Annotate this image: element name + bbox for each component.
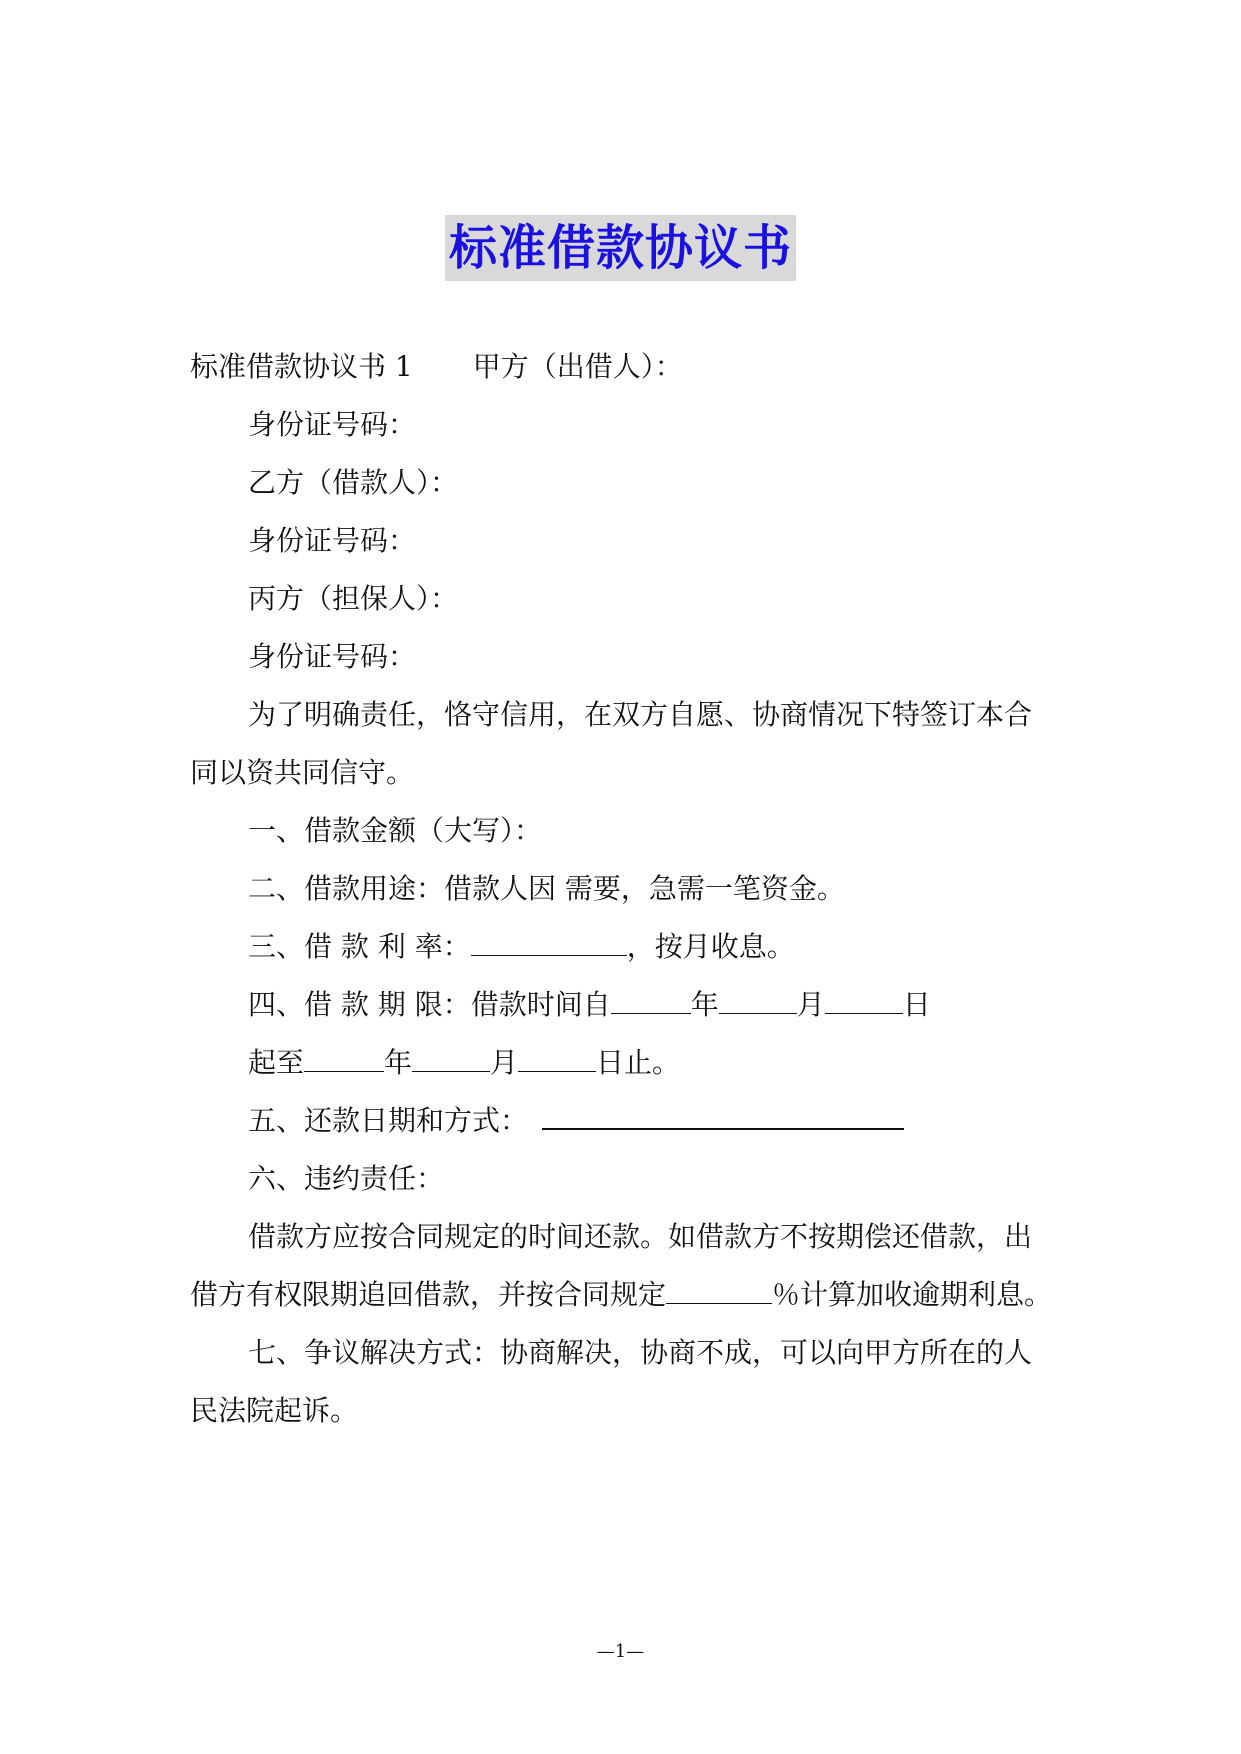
intro-line-1: 为了明确责任，恪守信用，在双方自愿、协商情况下特签订本合 <box>248 698 1033 731</box>
end-day-label: 日止。 <box>596 1046 681 1079</box>
clause-7-line-1: 七、争议解决方式：协商解决，协商不成，可以向甲方所在的人 <box>248 1336 1033 1369</box>
header-line <box>190 347 683 387</box>
clause-6-text-b: ％计算加收逾期利息。 <box>772 1278 1053 1311</box>
end-month-blank[interactable] <box>412 1045 490 1072</box>
rate-blank[interactable] <box>471 929 627 956</box>
clause-6-text-a: 借方有权限期追回借款，并按合同规定 <box>190 1278 667 1311</box>
day-label: 日 <box>902 988 931 1021</box>
intro-line-2: 同以资共同信守。 <box>190 756 415 789</box>
clause-3 <box>248 927 795 967</box>
party-b-label: 乙方（借款人）： <box>248 466 459 499</box>
sub-title: 标准借款协议书 1 <box>190 350 413 383</box>
clause-7-line-2: 民法院起诉。 <box>190 1394 359 1427</box>
clause-3-rest: ，按月收息。 <box>626 930 795 963</box>
clause-6: 六、违约责任： <box>248 1162 445 1195</box>
clause-4 <box>248 985 931 1025</box>
clause-1: 一、借款金额（大写）： <box>248 814 543 847</box>
party-a-label: 甲方（出借人）： <box>472 350 683 383</box>
end-day-blank[interactable] <box>518 1045 596 1072</box>
start-month-blank[interactable] <box>719 987 797 1014</box>
clause-6-para-1: 借款方应按合同规定的时间还款。如借款方不按期偿还借款，出 <box>248 1220 1033 1253</box>
month-label: 月 <box>796 988 825 1021</box>
document-title: 标准借款协议书 <box>445 215 796 281</box>
month-label: 月 <box>490 1046 519 1079</box>
clause-5 <box>248 1101 904 1141</box>
start-year-blank[interactable] <box>611 987 691 1014</box>
party-b-id: 身份证号码： <box>248 524 417 557</box>
end-year-blank[interactable] <box>304 1045 384 1072</box>
clause-5-label: 五、还款日期和方式： <box>248 1104 529 1137</box>
party-a-id: 身份证号码： <box>248 408 417 441</box>
start-day-blank[interactable] <box>825 987 903 1014</box>
party-c-id: 身份证号码： <box>248 640 417 673</box>
clause-3-label: 三、借 款 利 率： <box>248 930 471 963</box>
repay-blank[interactable] <box>542 1102 904 1130</box>
party-c-label: 丙方（担保人）： <box>248 582 459 615</box>
clause-4-label: 四、借 款 期 限：借款时间自 <box>248 988 611 1021</box>
clause-2: 二、借款用途：借款人因 需要，急需一笔资金。 <box>248 872 845 905</box>
year-label: 年 <box>690 988 719 1021</box>
penalty-rate-blank[interactable] <box>666 1277 772 1304</box>
year-label: 年 <box>384 1046 413 1079</box>
clause-6-para-2 <box>190 1275 1052 1315</box>
end-label: 起至 <box>248 1046 305 1079</box>
page-number: —1— <box>596 1641 645 1662</box>
clause-4-end <box>248 1043 680 1083</box>
title-block <box>0 215 1241 281</box>
